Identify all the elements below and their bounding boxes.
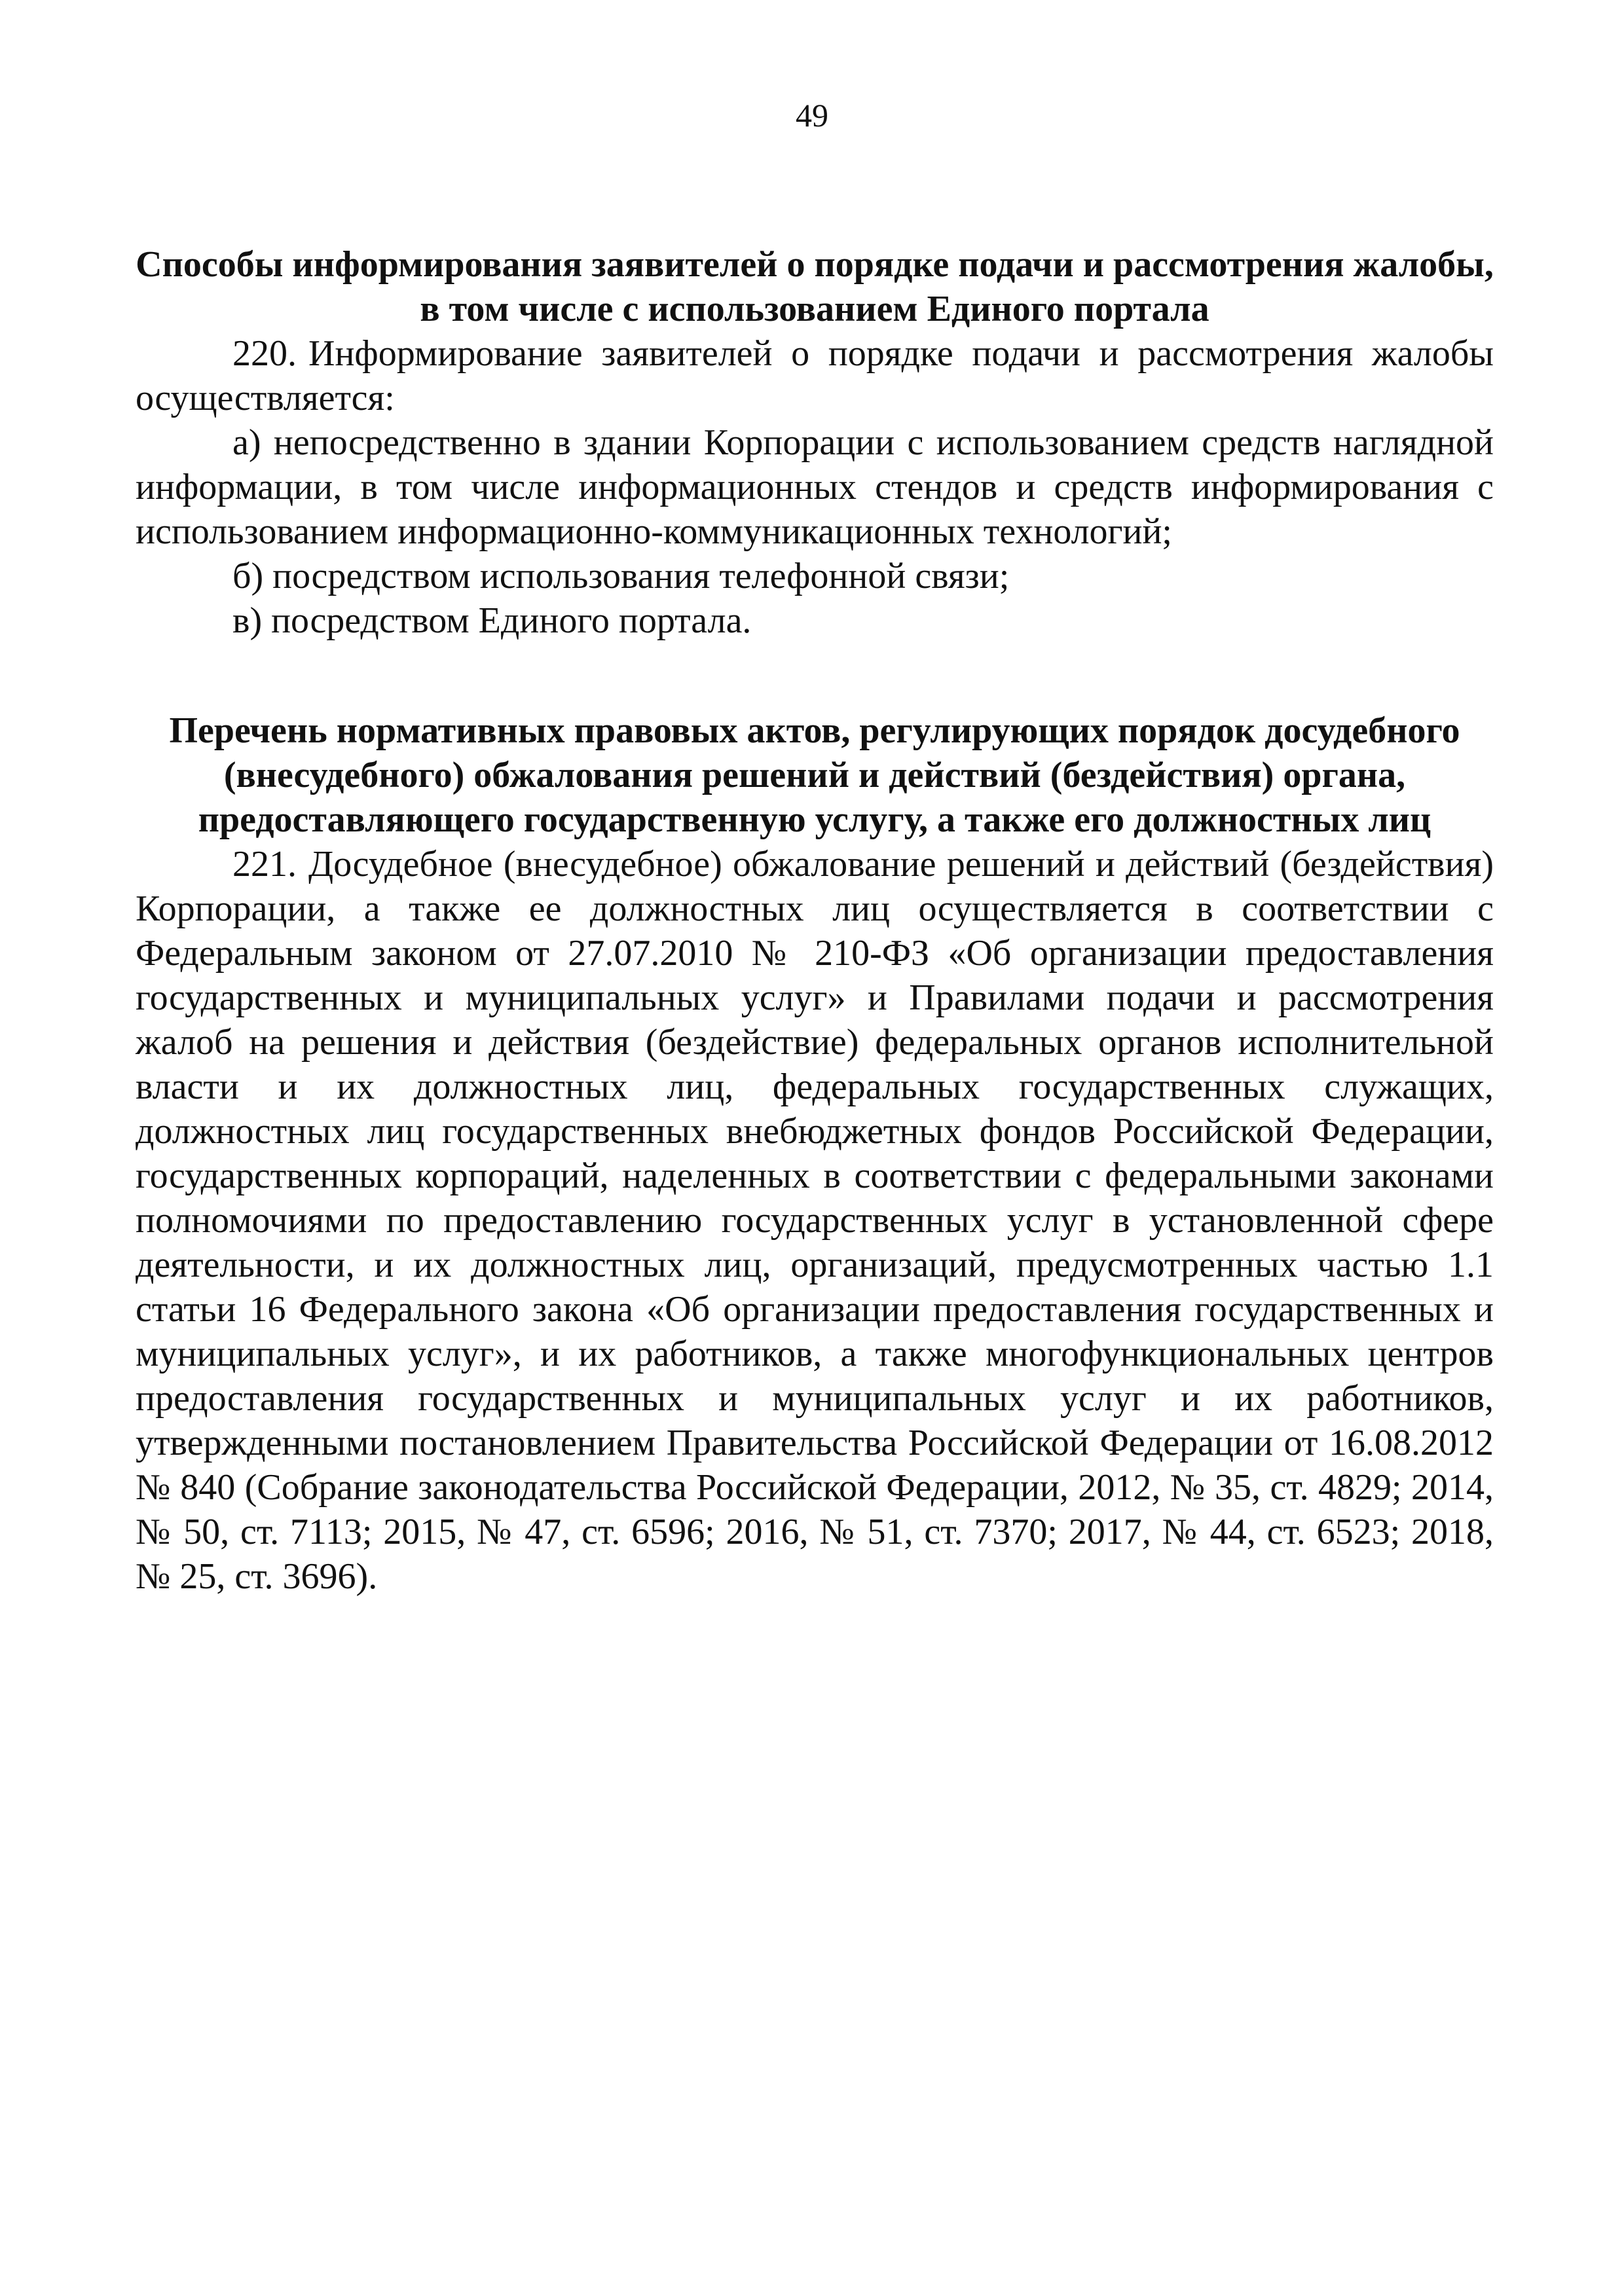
paragraph-221 (136, 842, 1494, 1599)
paragraph-220 (136, 331, 1494, 420)
page-number: 49 (796, 97, 828, 134)
paragraph-220-text: Информирование заявителей о порядке подачи и рассмотрения жалобы осуществляется: (136, 333, 1494, 418)
paragraph-number-220: 220. (232, 333, 297, 374)
section-heading-legal-acts: Перечень нормативных правовых актов, регулирующих порядок досудебного (внесудебного) обжалования решений и действий (бездействия) органа, предоставляющего государственную услугу, а также его должностных лиц (169, 710, 1460, 840)
section-heading-complaint-info: Способы информирования заявителей о порядке подачи и рассмотрения жалобы, в том числе с использованием Единого портала (136, 244, 1494, 329)
paragraph-number-221: 221. (232, 844, 297, 884)
document-body (136, 242, 1494, 1599)
section-spacer (136, 643, 1494, 708)
list-item-c: в) посредством Единого портала. (232, 600, 752, 641)
list-item-a: а) непосредственно в здании Корпорации с использованием средств наглядной информации, в том числе информационных стендов и средств информирования с использованием информационно-коммуникационных технологий; (136, 422, 1494, 552)
paragraph-221-text: Досудебное (внесудебное) обжалование решений и действий (бездействия) Корпорации, а также ее должностных лиц осуществляется в соответствии с Федеральным законом от 27.07.2010 № 210-ФЗ «Об организации предоставления государственных и муниципальных услуг» и Правилами подачи и рассмотрения жалоб на решения и действия (бездействие) федеральных органов исполнительной власти и их должностных лиц, федеральных государственных служащих, должностных лиц государственных внебюджетных фондов Российской Федерации, государственных корпораций, наделенных в соответствии с федеральными законами полномочиями по предоставлению государственных услуг в установленной сфере деятельности, и их должностных лиц, организаций, предусмотренных частью 1.1 статьи 16 Федерального закона «Об организации предоставления государственных и муниципальных услуг», и их работников, а также многофункциональных центров предоставления государственных и муниципальных услуг и их работников, утвержденными постановлением Правительства Российской Федерации от 16.08.2012 № 840 (Собрание законодательства Российской Федерации, 2012, № 35, ст. 4829; 2014, № 50, ст. 7113; 2015, № 47, ст. 6596; 2016, № 51, ст. 7370; 2017, № 44, ст. 6523; 2018, № 25, ст. 3696). (136, 844, 1494, 1597)
list-item-b: б) посредством использования телефонной связи; (232, 556, 1010, 596)
